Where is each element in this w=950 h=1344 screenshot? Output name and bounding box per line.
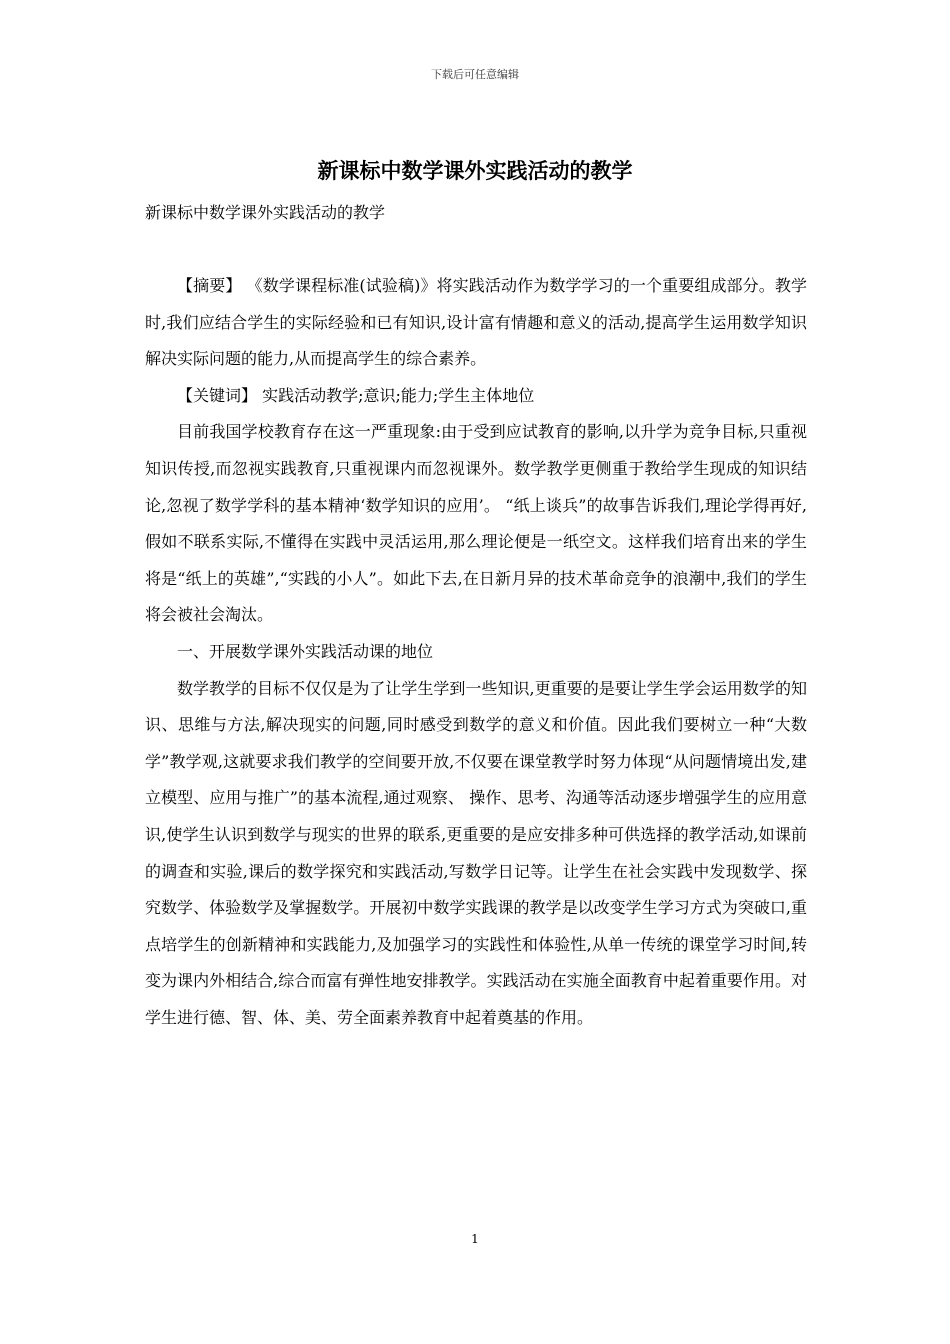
section-heading: 一、开展数学课外实践活动课的地位 (177, 641, 434, 661)
body-paragraph: 目前我国学校教育存在这一严重现象:由于受到应试教育的影响,以升学为竞争目标,只重视知识传授,而忽视实践教育,只重视课内而忽视课外。数学教学更侧重于教给学生现成的知识结论,忽视了数学学科的基本精神‘数学知识的应用’。 “纸上谈兵”的故事告诉我们,理论学得再好,假如不联系实际,不懂得在实践中灵活运用,那么理论便是一纸空文。这样我们培育出来的学生将是“纸上的英雄”,“实践的小人”。如此下去,在日新月异的技术革命竞争的浪潮中,我们的学生将会被社会淘汰。 (145, 422, 807, 625)
document-subtitle: 新课标中数学课外实践活动的教学 (145, 203, 386, 222)
page-number: 1 (471, 1232, 479, 1246)
page-header: 下载后可任意编辑 (431, 68, 519, 81)
keywords-paragraph: 【关键词】 实践活动教学;意识;能力;学生主体地位 (177, 385, 535, 405)
document-body (145, 268, 807, 1036)
body-paragraph: 数学教学的目标不仅仅是为了让学生学到一些知识,更重要的是要让学生学会运用数学的知识、思维与方法,解决现实的问题,同时感受到数学的意义和价值。因此我们要树立一种“大数学”教学观,这就要求我们教学的空间要开放,不仅要在课堂教学时努力体现“从问题情境出发,建立模型、应用与推广”的基本流程,通过观察、 操作、思考、沟通等活动逐步增强学生的应用意识,使学生认识到数学与现实的世界的联系,更重要的是应安排多种可供选择的教学活动,如课前的调查和实验,课后的数学探究和实践活动,写数学日记等。让学生在社会实践中发现数学、探究数学、体验数学及掌握数学。开展初中数学实践课的教学是以改变学生学习方式为突破口,重点培学生的创新精神和实践能力,及加强学习的实践性和体验性,从单一传统的课堂学习时间,转变为课内外相结合,综合而富有弹性地安排教学。实践活动在实施全面教育中起着重要作用。对学生进行德、智、体、美、劳全面素养教育中起着奠基的作用。 (145, 678, 807, 1027)
abstract-paragraph: 【摘要】 《数学课程标准(试验稿)》将实践活动作为数学学习的一个重要组成部分。教学时,我们应结合学生的实际经验和已有知识,设计富有情趣和意义的活动,提高学生运用数学知识解决实际问题的能力,从而提高学生的综合素养。 (145, 276, 807, 369)
document-title: 新课标中数学课外实践活动的教学 (317, 159, 633, 183)
